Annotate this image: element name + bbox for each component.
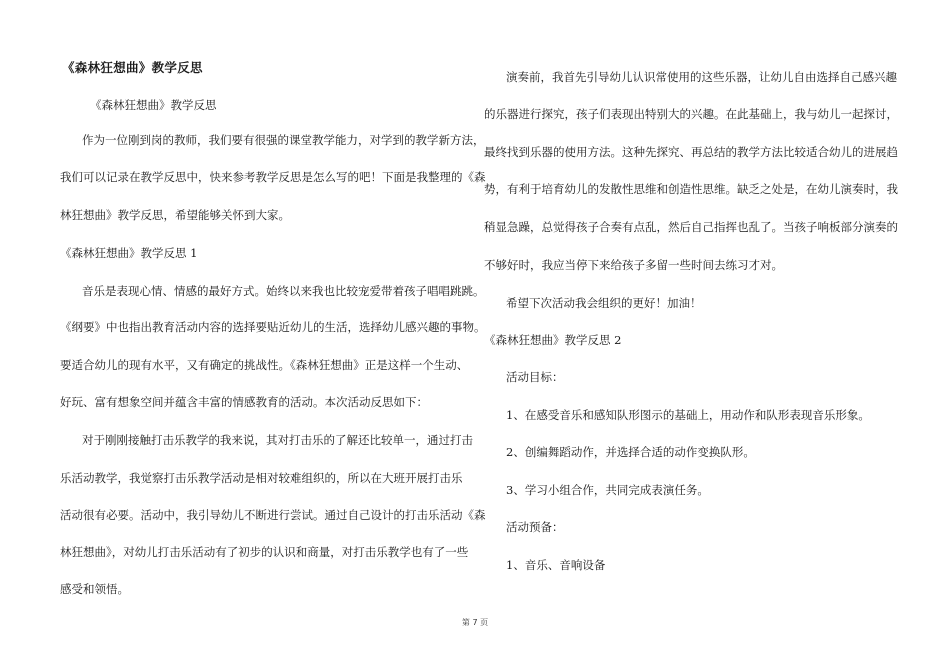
paragraph-line: 作为一位刚到岗的教师，我们要有很强的课堂教学能力，对学到的教学新方法， xyxy=(82,133,485,147)
paragraph-line: 要适合幼儿的现有水平，又有确定的挑战性。《森林狂想曲》正是这样一个生动、 xyxy=(60,358,469,372)
paragraph-line: 的乐器进行探究，孩子们表现出特别大的兴趣。在此基础上，我与幼儿一起探讨， xyxy=(484,107,898,121)
paragraph-line: 好玩、富有想象空间并蕴含丰富的情感教育的活动。本次活动反思如下： xyxy=(60,395,428,409)
paragraph-line: 演奏前，我首先引导幼儿认识常使用的这些乐器，让幼儿自由选择自己感兴趣 xyxy=(506,70,897,84)
document-title: 《森林狂想曲》教学反思 xyxy=(62,60,203,75)
paragraph-line: 活动预备： xyxy=(506,520,564,534)
paragraph-line: 稍显急躁，总觉得孩子合奏有点乱，然后自己指挥也乱了。当孩子响板部分演奏的 xyxy=(484,220,898,234)
section-heading: 《森林狂想曲》教学反思 1 xyxy=(60,246,198,260)
section-heading: 《森林狂想曲》教学反思 2 xyxy=(484,333,622,347)
paragraph-line: 林狂想曲》，对幼儿打击乐活动有了初步的认识和商量，对打击乐教学也有了一些 xyxy=(60,545,469,559)
paragraph-line: 活动很有必要。活动中，我引导幼儿不断进行尝试。通过自己设计的打击乐活动《森 xyxy=(60,508,486,522)
paragraph-line: 《纲要》中也指出教育活动内容的选择要贴近幼儿的生活，选择幼儿感兴趣的事物。 xyxy=(60,320,486,334)
paragraph-line: 《森林狂想曲》教学反思 xyxy=(90,98,217,112)
paragraph-line: 活动目标： xyxy=(506,370,564,384)
list-item: 3、学习小组合作，共同完成表演任务。 xyxy=(506,483,709,497)
paragraph-line: 乐活动教学，我觉察打击乐教学活动是相对较难组织的，所以在大班开展打击乐 xyxy=(60,471,463,485)
paragraph-line: 不够好时，我应当停下来给孩子多留一些时间去练习才对。 xyxy=(484,258,783,272)
list-item: 1、音乐、音响设备 xyxy=(506,558,606,572)
paragraph-line: 音乐是表现心情、情感的最好方式。始终以来我也比较宠爱带着孩子唱唱跳跳。 xyxy=(82,284,485,298)
list-item: 2、创编舞蹈动作，并选择合适的动作变换队形。 xyxy=(506,445,755,459)
paragraph-line: 林狂想曲》教学反思，希望能够关怀到大家。 xyxy=(60,208,290,222)
paragraph-line: 希望下次活动我会组织的更好！加油！ xyxy=(506,296,702,310)
paragraph-line: 我们可以记录在教学反思中，快来参考教学反思是怎么写的吧！下面是我整理的《森 xyxy=(60,170,486,184)
list-item: 1、在感受音乐和感知队形图示的基础上，用动作和队形表现音乐形象。 xyxy=(506,408,870,422)
paragraph-line: 最终找到乐器的使用方法。这种先探究、再总结的教学方法比较适合幼儿的进展趋 xyxy=(484,145,898,159)
paragraph-line: 对于刚刚接触打击乐教学的我来说，其对打击乐的了解还比较单一，通过打击 xyxy=(82,433,473,447)
paragraph-line: 势，有利于培育幼儿的发散性思维和创造性思维。缺乏之处是，在幼儿演奏时，我 xyxy=(484,182,898,196)
page-number: 第 7 页 xyxy=(461,618,489,627)
paragraph-line: 感受和领悟。 xyxy=(60,582,129,596)
